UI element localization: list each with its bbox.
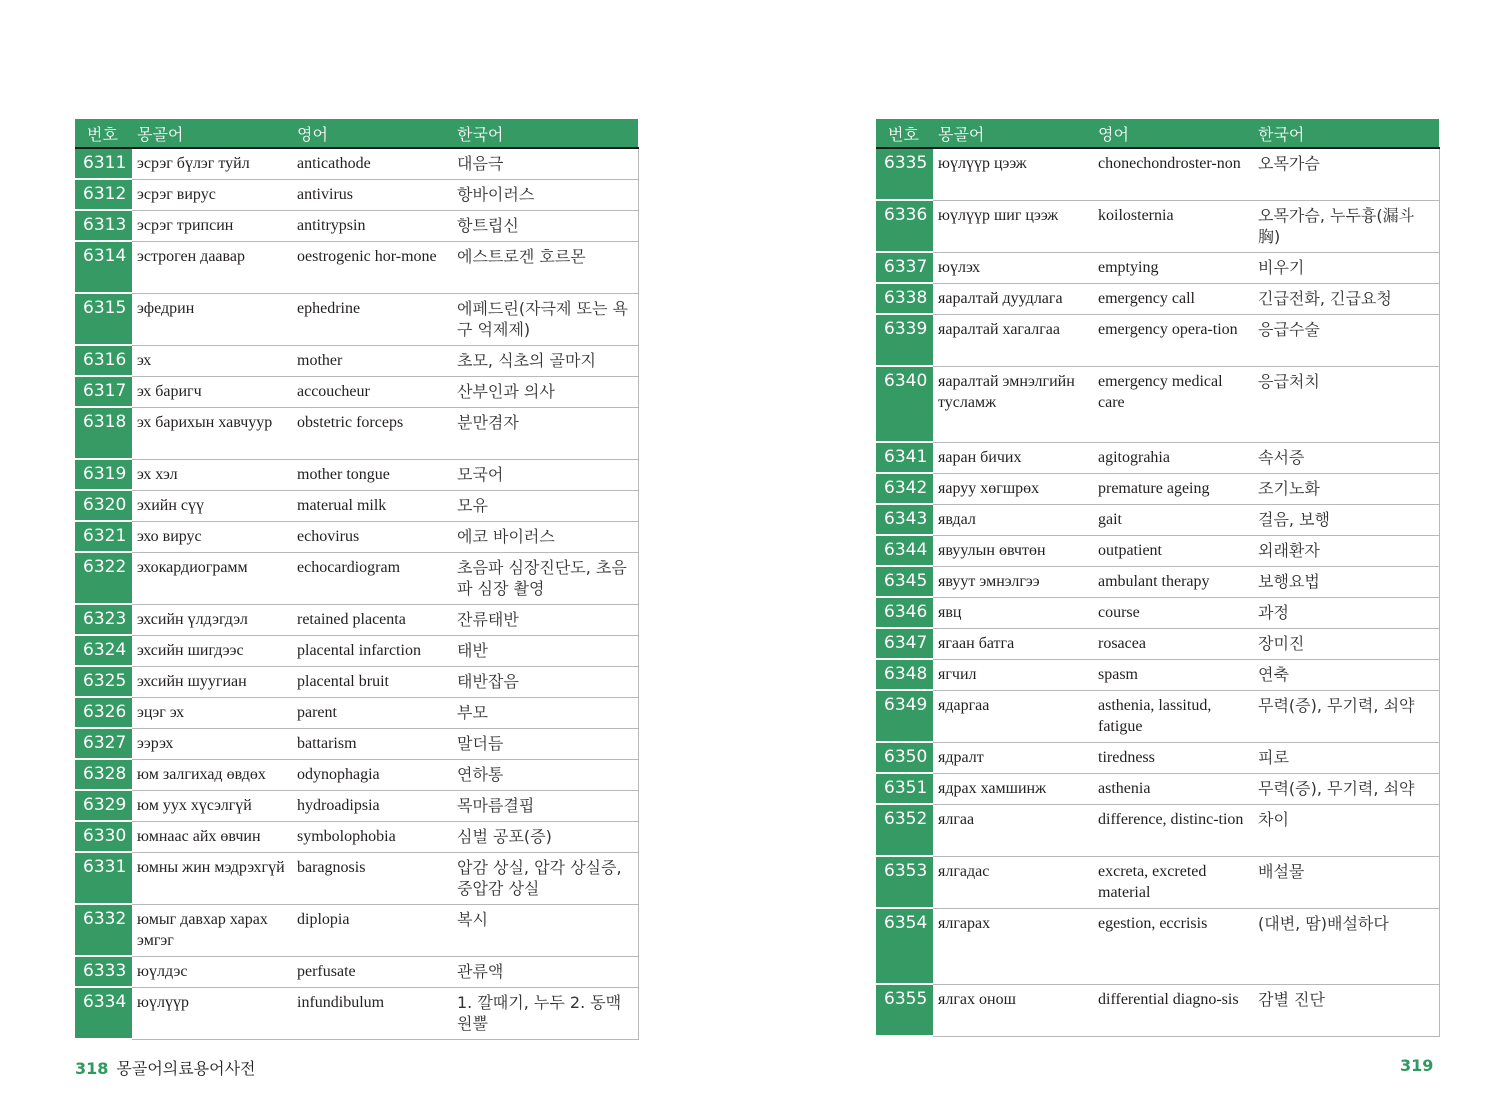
korean-term: 과정 (1253, 597, 1439, 628)
table-row (75, 759, 638, 790)
english-term: emergency call (1093, 283, 1253, 314)
english-term: hydroadipsia (292, 790, 452, 821)
term-number: 6352 (876, 804, 933, 856)
term-number: 6316 (75, 345, 132, 376)
table-row (876, 535, 1439, 566)
table-row (876, 314, 1439, 366)
mongolian-term: эх барихын хавчуур (132, 407, 292, 459)
mongolian-term: эхо вирус (132, 521, 292, 552)
mongolian-term: эхсийн шуугиан (132, 666, 292, 697)
term-number: 6335 (876, 148, 933, 200)
english-term: chonechondroster-non (1093, 148, 1253, 200)
english-term: echovirus (292, 521, 452, 552)
mongolian-term: эцэг эх (132, 697, 292, 728)
korean-term: 초모, 식초의 골마지 (452, 345, 638, 376)
english-term: materual milk (292, 490, 452, 521)
mongolian-term: эхсийн үлдэгдэл (132, 604, 292, 635)
korean-term: 항트립신 (452, 210, 638, 241)
mongolian-term: ялгадас (933, 856, 1093, 908)
english-term: koilosternia (1093, 200, 1253, 252)
term-number: 6311 (75, 148, 132, 179)
term-number: 6344 (876, 535, 933, 566)
table-row (75, 490, 638, 521)
table-row (876, 252, 1439, 283)
term-number: 6340 (876, 366, 933, 442)
mongolian-term: эхсийн шигдээс (132, 635, 292, 666)
mongolian-term: явуулын өвчтөн (933, 535, 1093, 566)
term-number: 6326 (75, 697, 132, 728)
table-row (876, 597, 1439, 628)
mongolian-term: явуут эмнэлгээ (933, 566, 1093, 597)
english-term: ephedrine (292, 293, 452, 345)
english-term: course (1093, 597, 1253, 628)
table-row (75, 210, 638, 241)
korean-term: 에스트로겐 호르몬 (452, 241, 638, 293)
term-number: 6346 (876, 597, 933, 628)
book-title: 몽골어의료용어사전 (116, 1059, 256, 1078)
english-term: battarism (292, 728, 452, 759)
page-number-left: 318 (75, 1059, 109, 1078)
term-number: 6337 (876, 252, 933, 283)
korean-term: 외래환자 (1253, 535, 1439, 566)
mongolian-term: юмыг давхар харах эмгэг (132, 904, 292, 956)
table-row (75, 956, 638, 987)
korean-term: 장미진 (1253, 628, 1439, 659)
term-number: 6325 (75, 666, 132, 697)
table-row (876, 283, 1439, 314)
term-number: 6333 (75, 956, 132, 987)
korean-term: 에코 바이러스 (452, 521, 638, 552)
mongolian-term: эсрэг вирус (132, 179, 292, 210)
term-number: 6329 (75, 790, 132, 821)
mongolian-term: юм залгихад өвдөх (132, 759, 292, 790)
table-row (876, 442, 1439, 473)
korean-term: 배설물 (1253, 856, 1439, 908)
table-row (75, 407, 638, 459)
term-number: 6312 (75, 179, 132, 210)
term-number: 6315 (75, 293, 132, 345)
term-number: 6313 (75, 210, 132, 241)
mongolian-term: ээрэх (132, 728, 292, 759)
english-term: agitograhia (1093, 442, 1253, 473)
table-row (876, 856, 1439, 908)
mongolian-term: эсрэг трипсин (132, 210, 292, 241)
table-row (75, 521, 638, 552)
korean-term: 무력(증), 무기력, 쇠약 (1253, 773, 1439, 804)
mongolian-term: яаралтай хагалгаа (933, 314, 1093, 366)
left-table-body (75, 148, 638, 1039)
header-english: 영어 (1093, 119, 1253, 148)
table-row (75, 728, 638, 759)
korean-term: 말더듬 (452, 728, 638, 759)
english-term: emergency opera-tion (1093, 314, 1253, 366)
english-term: mother (292, 345, 452, 376)
english-term: symbolophobia (292, 821, 452, 852)
korean-term: 산부인과 의사 (452, 376, 638, 407)
term-number: 6319 (75, 459, 132, 490)
header-english: 영어 (292, 119, 452, 148)
header-number: 번호 (75, 119, 132, 148)
korean-term: 심벌 공포(증) (452, 821, 638, 852)
english-term: premature ageing (1093, 473, 1253, 504)
term-number: 6347 (876, 628, 933, 659)
term-number: 6317 (75, 376, 132, 407)
header-korean: 한국어 (452, 119, 638, 148)
table-header-row (75, 119, 638, 148)
korean-term: 피로 (1253, 742, 1439, 773)
table-row (75, 821, 638, 852)
header-mongolian: 몽골어 (132, 119, 292, 148)
english-term: differential diagno-sis (1093, 984, 1253, 1036)
term-number: 6327 (75, 728, 132, 759)
korean-term: 항바이러스 (452, 179, 638, 210)
english-term: rosacea (1093, 628, 1253, 659)
english-term: odynophagia (292, 759, 452, 790)
korean-term: 무력(증), 무기력, 쇠약 (1253, 690, 1439, 742)
korean-term: 연축 (1253, 659, 1439, 690)
english-term: anticathode (292, 148, 452, 179)
mongolian-term: эхокардиограмм (132, 552, 292, 604)
english-term: parent (292, 697, 452, 728)
korean-term: 걸음, 보행 (1253, 504, 1439, 535)
left-term-table (75, 119, 639, 1040)
mongolian-term: юүлүүр цээж (933, 148, 1093, 200)
table-row (75, 376, 638, 407)
mongolian-term: эхийн сүү (132, 490, 292, 521)
table-row (876, 742, 1439, 773)
term-number: 6314 (75, 241, 132, 293)
table-row (75, 604, 638, 635)
table-row (75, 459, 638, 490)
header-mongolian: 몽골어 (933, 119, 1093, 148)
korean-term: 태반잡음 (452, 666, 638, 697)
term-number: 6322 (75, 552, 132, 604)
english-term: excreta, excreted material (1093, 856, 1253, 908)
korean-term: 관류액 (452, 956, 638, 987)
korean-term: 응급처치 (1253, 366, 1439, 442)
mongolian-term: яаран бичих (933, 442, 1093, 473)
korean-term: 보행요법 (1253, 566, 1439, 597)
mongolian-term: ядрах хамшинж (933, 773, 1093, 804)
english-term: perfusate (292, 956, 452, 987)
english-term: antivirus (292, 179, 452, 210)
term-number: 6351 (876, 773, 933, 804)
english-term: infundibulum (292, 987, 452, 1039)
english-term: difference, distinc-tion (1093, 804, 1253, 856)
table-row (876, 148, 1439, 200)
mongolian-term: эстроген даавар (132, 241, 292, 293)
english-term: oestrogenic hor-mone (292, 241, 452, 293)
term-number: 6345 (876, 566, 933, 597)
table-row (75, 345, 638, 376)
mongolian-term: яаралтай эмнэлгийн тусламж (933, 366, 1093, 442)
term-number: 6339 (876, 314, 933, 366)
table-row (75, 987, 638, 1039)
mongolian-term: ялгах онош (933, 984, 1093, 1036)
korean-term: 복시 (452, 904, 638, 956)
korean-term: 긴급전화, 긴급요청 (1253, 283, 1439, 314)
table-row (876, 504, 1439, 535)
term-number: 6350 (876, 742, 933, 773)
korean-term: 차이 (1253, 804, 1439, 856)
mongolian-term: эсрэг бүлэг туйл (132, 148, 292, 179)
korean-term: 초음파 심장진단도, 초음파 심장 촬영 (452, 552, 638, 604)
english-term: emergency medical care (1093, 366, 1253, 442)
table-row (876, 366, 1439, 442)
mongolian-term: ягаан батга (933, 628, 1093, 659)
mongolian-term: юүлүүр (132, 987, 292, 1039)
table-row (876, 473, 1439, 504)
table-row (75, 852, 638, 904)
footer-left (75, 1056, 256, 1079)
english-term: tiredness (1093, 742, 1253, 773)
korean-term: 에페드린(자극제 또는 욕구 억제제) (452, 293, 638, 345)
table-row (75, 241, 638, 293)
term-number: 6349 (876, 690, 933, 742)
table-row (75, 697, 638, 728)
table-row (876, 628, 1439, 659)
korean-term: 오목가슴, 누두흉(漏斗胸) (1253, 200, 1439, 252)
table-row (876, 690, 1439, 742)
english-term: emptying (1093, 252, 1253, 283)
table-row (876, 659, 1439, 690)
english-term: diplopia (292, 904, 452, 956)
term-number: 6323 (75, 604, 132, 635)
term-number: 6330 (75, 821, 132, 852)
english-term: echocardiogram (292, 552, 452, 604)
table-row (75, 666, 638, 697)
term-number: 6324 (75, 635, 132, 666)
right-table-body (876, 148, 1439, 1036)
korean-term: 태반 (452, 635, 638, 666)
english-term: spasm (1093, 659, 1253, 690)
term-number: 6355 (876, 984, 933, 1036)
english-term: placental bruit (292, 666, 452, 697)
mongolian-term: юүлүүр шиг цээж (933, 200, 1093, 252)
korean-term: 속서증 (1253, 442, 1439, 473)
mongolian-term: юм уух хүсэлгүй (132, 790, 292, 821)
mongolian-term: ялгаа (933, 804, 1093, 856)
term-number: 6348 (876, 659, 933, 690)
term-number: 6338 (876, 283, 933, 314)
right-term-table (876, 119, 1440, 1037)
english-term: obstetric forceps (292, 407, 452, 459)
english-term: gait (1093, 504, 1253, 535)
term-number: 6320 (75, 490, 132, 521)
header-korean: 한국어 (1253, 119, 1439, 148)
korean-term: 모국어 (452, 459, 638, 490)
korean-term: 1. 깔때기, 누두 2. 동맥원뿔 (452, 987, 638, 1039)
korean-term: 대음극 (452, 148, 638, 179)
mongolian-term: эфедрин (132, 293, 292, 345)
mongolian-term: юүлэх (933, 252, 1093, 283)
english-term: retained placenta (292, 604, 452, 635)
korean-term: 조기노화 (1253, 473, 1439, 504)
korean-term: 잔류태반 (452, 604, 638, 635)
english-term: accoucheur (292, 376, 452, 407)
english-term: asthenia, lassitud, fatigue (1093, 690, 1253, 742)
table-row (876, 804, 1439, 856)
table-row (75, 293, 638, 345)
mongolian-term: эх баригч (132, 376, 292, 407)
term-number: 6341 (876, 442, 933, 473)
term-number: 6343 (876, 504, 933, 535)
table-row (876, 200, 1439, 252)
korean-term: 압감 상실, 압각 상실증, 중압감 상실 (452, 852, 638, 904)
korean-term: (대변, 땀)배설하다 (1253, 908, 1439, 984)
mongolian-term: юмнаас айх өвчин (132, 821, 292, 852)
korean-term: 연하통 (452, 759, 638, 790)
table-row (876, 984, 1439, 1036)
table-row (876, 566, 1439, 597)
mongolian-term: эх хэл (132, 459, 292, 490)
mongolian-term: явц (933, 597, 1093, 628)
mongolian-term: яаралтай дуудлага (933, 283, 1093, 314)
term-number: 6318 (75, 407, 132, 459)
term-number: 6353 (876, 856, 933, 908)
mongolian-term: ядаргаа (933, 690, 1093, 742)
korean-term: 분만겸자 (452, 407, 638, 459)
mongolian-term: яаруу хөгшрөх (933, 473, 1093, 504)
english-term: asthenia (1093, 773, 1253, 804)
table-row (75, 790, 638, 821)
term-number: 6331 (75, 852, 132, 904)
english-term: ambulant therapy (1093, 566, 1253, 597)
korean-term: 오목가슴 (1253, 148, 1439, 200)
english-term: baragnosis (292, 852, 452, 904)
table-row (876, 908, 1439, 984)
table-row (876, 773, 1439, 804)
term-number: 6342 (876, 473, 933, 504)
korean-term: 감별 진단 (1253, 984, 1439, 1036)
english-term: outpatient (1093, 535, 1253, 566)
header-number: 번호 (876, 119, 933, 148)
mongolian-term: ялгарах (933, 908, 1093, 984)
term-number: 6321 (75, 521, 132, 552)
table-row (75, 635, 638, 666)
english-term: mother tongue (292, 459, 452, 490)
table-row (75, 552, 638, 604)
page-number-right: 319 (1400, 1056, 1434, 1075)
mongolian-term: эх (132, 345, 292, 376)
mongolian-term: юүлдэс (132, 956, 292, 987)
mongolian-term: ягчил (933, 659, 1093, 690)
term-number: 6328 (75, 759, 132, 790)
english-term: antitrypsin (292, 210, 452, 241)
table-header-row (876, 119, 1439, 148)
term-number: 6354 (876, 908, 933, 984)
mongolian-term: явдал (933, 504, 1093, 535)
korean-term: 부모 (452, 697, 638, 728)
table-row (75, 904, 638, 956)
mongolian-term: ядралт (933, 742, 1093, 773)
korean-term: 목마름결핍 (452, 790, 638, 821)
term-number: 6334 (75, 987, 132, 1039)
korean-term: 모유 (452, 490, 638, 521)
korean-term: 응급수술 (1253, 314, 1439, 366)
mongolian-term: юмны жин мэдрэхгүй (132, 852, 292, 904)
term-number: 6336 (876, 200, 933, 252)
table-row (75, 148, 638, 179)
term-number: 6332 (75, 904, 132, 956)
english-term: placental infarction (292, 635, 452, 666)
english-term: egestion, eccrisis (1093, 908, 1253, 984)
korean-term: 비우기 (1253, 252, 1439, 283)
table-row (75, 179, 638, 210)
